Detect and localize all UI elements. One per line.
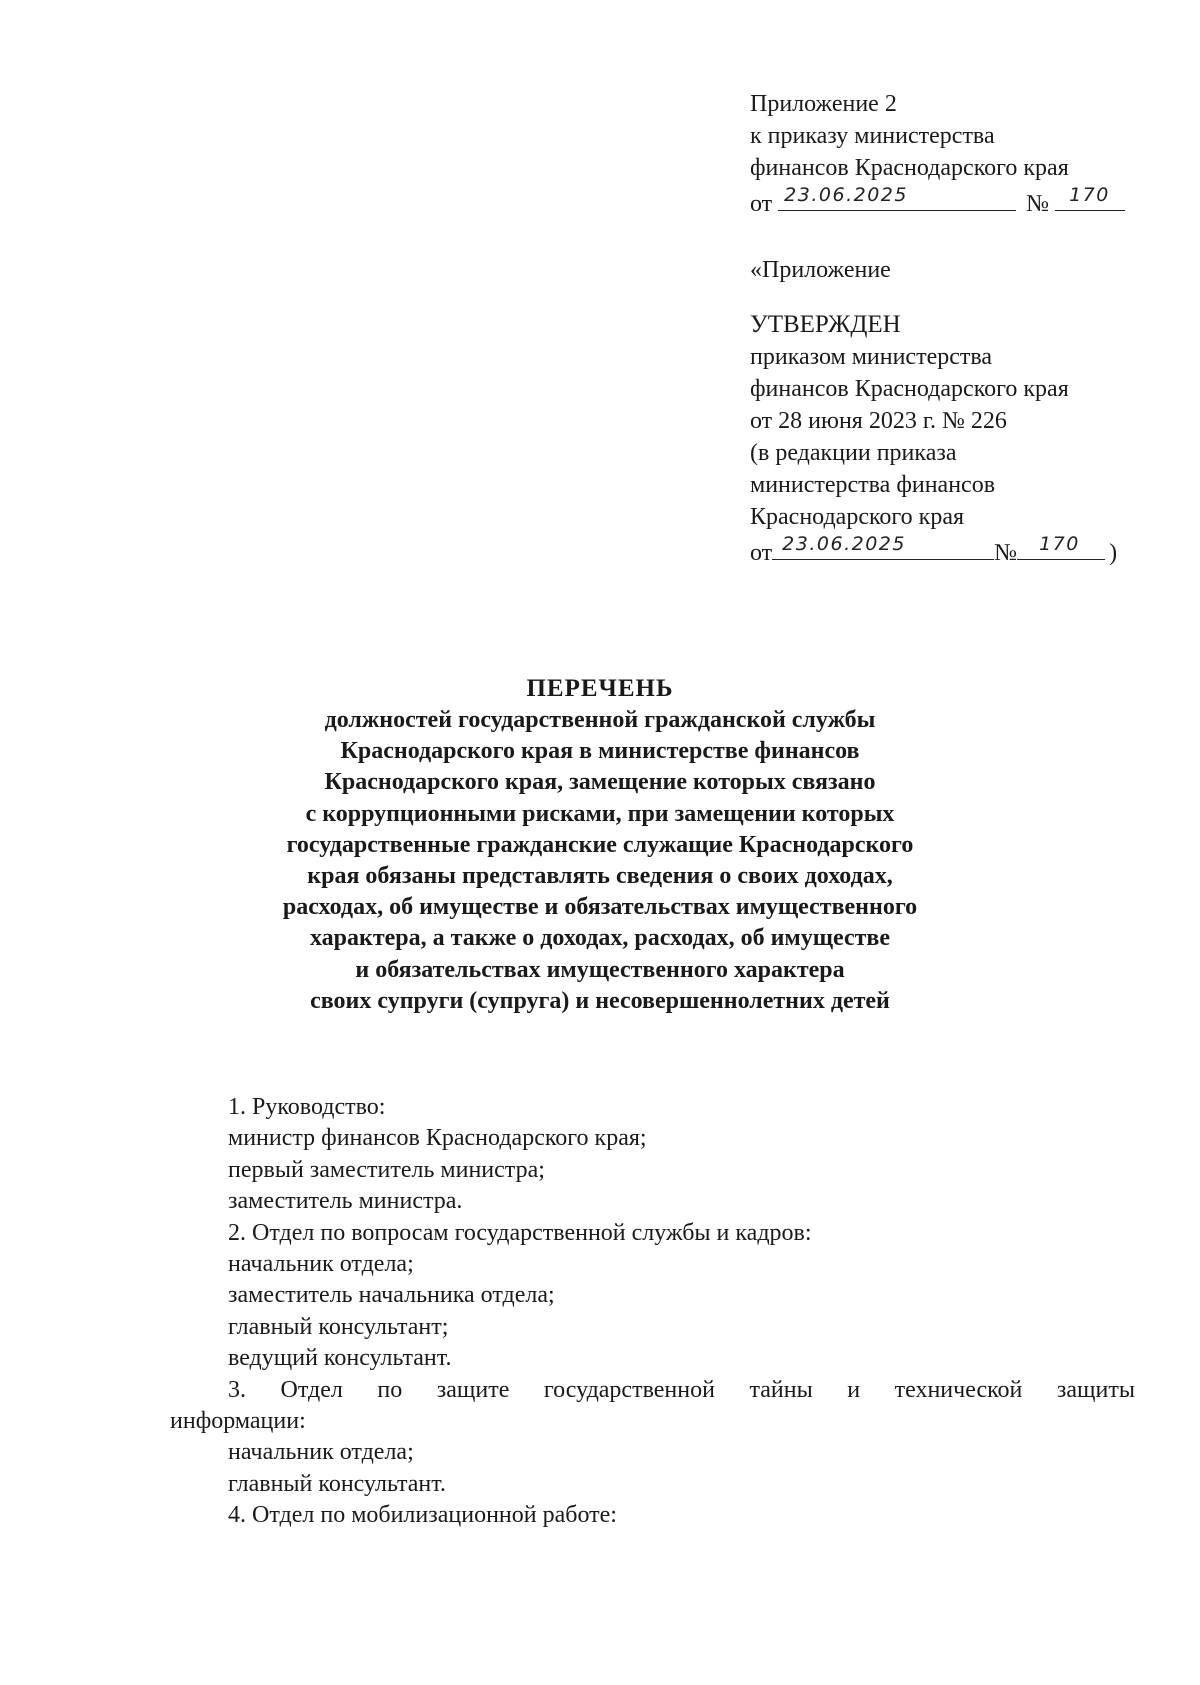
list-item: главный консультант. xyxy=(228,1470,446,1497)
list-item: министр финансов Краснодарского края; xyxy=(228,1125,647,1152)
title-line: государственные гражданские служащие Краснодарского xyxy=(286,831,914,858)
list-item: ведущий консультант. xyxy=(228,1345,452,1372)
appendix-date-line xyxy=(750,184,1170,220)
list-item: информации: xyxy=(170,1407,306,1434)
title-line: своих супруги (супруга) и несовершеннолетних детей xyxy=(310,987,890,1014)
list-item: 3. Отдел по защите государственной тайны и технической защиты xyxy=(228,1376,1135,1403)
number-field xyxy=(1017,533,1105,560)
list-item: заместитель начальника отдела; xyxy=(228,1282,555,1309)
number-prefix: № xyxy=(1026,191,1050,217)
list-item: главный консультант; xyxy=(228,1313,449,1340)
date-field xyxy=(772,533,994,560)
approved-date-line xyxy=(750,533,1170,569)
positions-list xyxy=(170,1092,1135,1531)
handwritten-number: 170 xyxy=(1069,184,1110,206)
appendix-header xyxy=(750,88,1170,220)
title-line: с коррупционными рисками, при замещении которых xyxy=(305,800,895,827)
from-prefix: от xyxy=(750,191,773,217)
list-item: начальник отдела; xyxy=(228,1439,414,1466)
appendix-line-2: к приказу министерства xyxy=(750,123,995,149)
approved-line: от 28 июня 2023 г. № 226 xyxy=(750,408,1007,434)
title-line: характера, а также о доходах, расходах, об имуществе xyxy=(309,925,891,952)
from-prefix: от xyxy=(750,540,773,566)
approved-head: УТВЕРЖДЕН xyxy=(750,311,901,338)
handwritten-number: 170 xyxy=(1039,533,1080,555)
approved-block xyxy=(750,309,1170,569)
list-item: 1. Руководство: xyxy=(228,1094,386,1120)
number-prefix: № xyxy=(994,540,1018,566)
appendix-line-3: финансов Краснодарского края xyxy=(750,155,1069,181)
title-line: Краснодарского края в министерстве финансов xyxy=(340,738,860,765)
pre-label: «Приложение xyxy=(750,257,891,283)
title-line: и обязательствах имущественного характера xyxy=(355,956,845,983)
approved-line: министерства финансов xyxy=(750,472,996,498)
list-item: заместитель министра. xyxy=(228,1188,463,1215)
list-item: 4. Отдел по мобилизационной работе: xyxy=(228,1502,617,1529)
handwritten-date: 23.06.2025 xyxy=(784,184,908,206)
number-field xyxy=(1055,184,1125,211)
approved-line: финансов Краснодарского края xyxy=(750,376,1069,402)
closing-paren: ) xyxy=(1109,540,1118,566)
title-head: ПЕРЕЧЕНЬ xyxy=(526,675,674,702)
title-line: края обязаны представлять сведения о своих доходах, xyxy=(307,863,893,890)
title-line: расходах, об имуществе и обязательствах имущественного xyxy=(282,894,918,921)
appendix-title: Приложение 2 xyxy=(750,91,897,117)
title-line: должностей государственной гражданской службы xyxy=(324,707,876,733)
approved-line: приказом министерства xyxy=(750,344,993,370)
approved-line: (в редакции приказа xyxy=(750,440,957,466)
date-field xyxy=(778,184,1016,211)
approved-line: Краснодарского края xyxy=(750,504,965,530)
handwritten-date: 23.06.2025 xyxy=(782,533,906,555)
document-title xyxy=(170,672,1030,1017)
title-line: Краснодарского края, замещение которых связано xyxy=(324,769,876,796)
list-item: 2. Отдел по вопросам государственной службы и кадров: xyxy=(228,1219,812,1246)
list-item: начальник отдела; xyxy=(228,1250,414,1277)
list-item: первый заместитель министра; xyxy=(228,1156,545,1183)
